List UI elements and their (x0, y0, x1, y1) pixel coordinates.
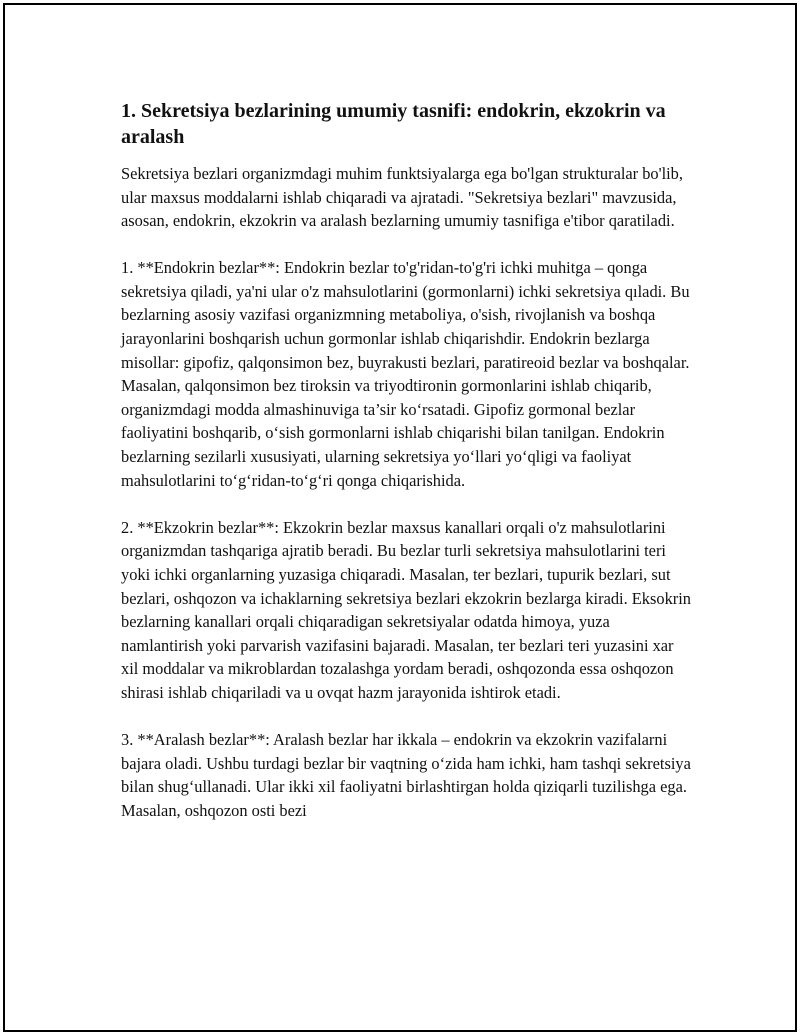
document-body (121, 98, 693, 846)
exocrine-paragraph: 2. **Ekzokrin bezlar**: Ekzokrin bezlar maxsus kanallari orqali o'z mahsulotlarini organizmdan tashqariga ajratib beradi. Bu bezlar turli sekretsiya mahsulotlarini teri yoki ichki organlarning yuzasiga chiqaradi. Masalan, ter bezlari, tupurik bezlari, sut bezlari, oshqozon va ichaklarning sekretsiya bezlari ekzokrin bezlarga kiradi. Eksokrin bezlarning kanallari orqali chiqaradigan sekretsiyalar odatda himoya, yuza namlantirish yoki parvarish vazifasini bajaradi. Masalan, ter bezlari teri yuzasini xar xil moddalar va mikroblardan tozalashga yordam beradi, oshqozonda essa oshqozon shirasi ishlab chiqariladi va u ovqat hazm jarayonida ishtirok etadi. (121, 517, 691, 702)
intro-paragraph: Sekretsiya bezlari organizmdagi muhim funktsiyalarga ega bo'lgan strukturalar bo'lib, ular maxsus moddalarni ishlab chiqaradi va ajratadi. "Sekretsiya bezlari" mavzusida, asosan, endokrin, ekzokrin va aralash bezlarning umumiy tasnifiga e'tibor qaratiladi. (121, 164, 683, 231)
endocrine-paragraph: 1. **Endokrin bezlar**: Endokrin bezlar to'g'ridan-to'g'ri ichki muhitga – qonga sekretsiya qiladi, ya'ni ular o'z mahsulotlarini (gormonlarni) ichki sekretsiya qıladi. Bu bezlarning asosiy vazifasi organizmning metaboliya, o'sish, rivojlanish va boshqa jarayonlarini boshqarish uchun gormonlar ishlab chiqarishdir. Endokrin bezlarga misollar: gipofiz, qalqonsimon bez, buyrakusti bezlari, paratireoid bezlar va boshqalar. Masalan, qalqonsimon bez tiroksin va triyodtironin gormonlarini ishlab chiqarib, organizmdagi modda almashinuviga ta’sir ko‘rsatadi. Gipofiz gormonal bezlar faoliyatini boshqarib, o‘sish gormonlarni ishlab chiqarishi bilan tanilgan. Endokrin bezlarning sezilarli xususiyati, ularning sekretsiya yo‘llari yo‘qligi va faoliyat mahsulotlarini to‘g‘ridan-to‘g‘ri qonga chiqarishida. (121, 258, 690, 490)
mixed-glands-paragraph: 3. **Aralash bezlar**: Aralash bezlar har ikkala – endokrin va ekzokrin vazifalarni bajara oladi. Ushbu turdagi bezlar bir vaqtning o‘zida ham ichki, ham tashqi sekretsiya bilan shug‘ullanadi. Ular ikki xil faoliyatni birlashtirgan holda qiziqarli tuzilishga ega. Masalan, oshqozon osti bezi (121, 729, 691, 820)
section-heading: 1. Sekretsiya bezlarining umumiy tasnifi: endokrin, ekzokrin va aralash (121, 100, 666, 148)
document-page (3, 3, 797, 1032)
